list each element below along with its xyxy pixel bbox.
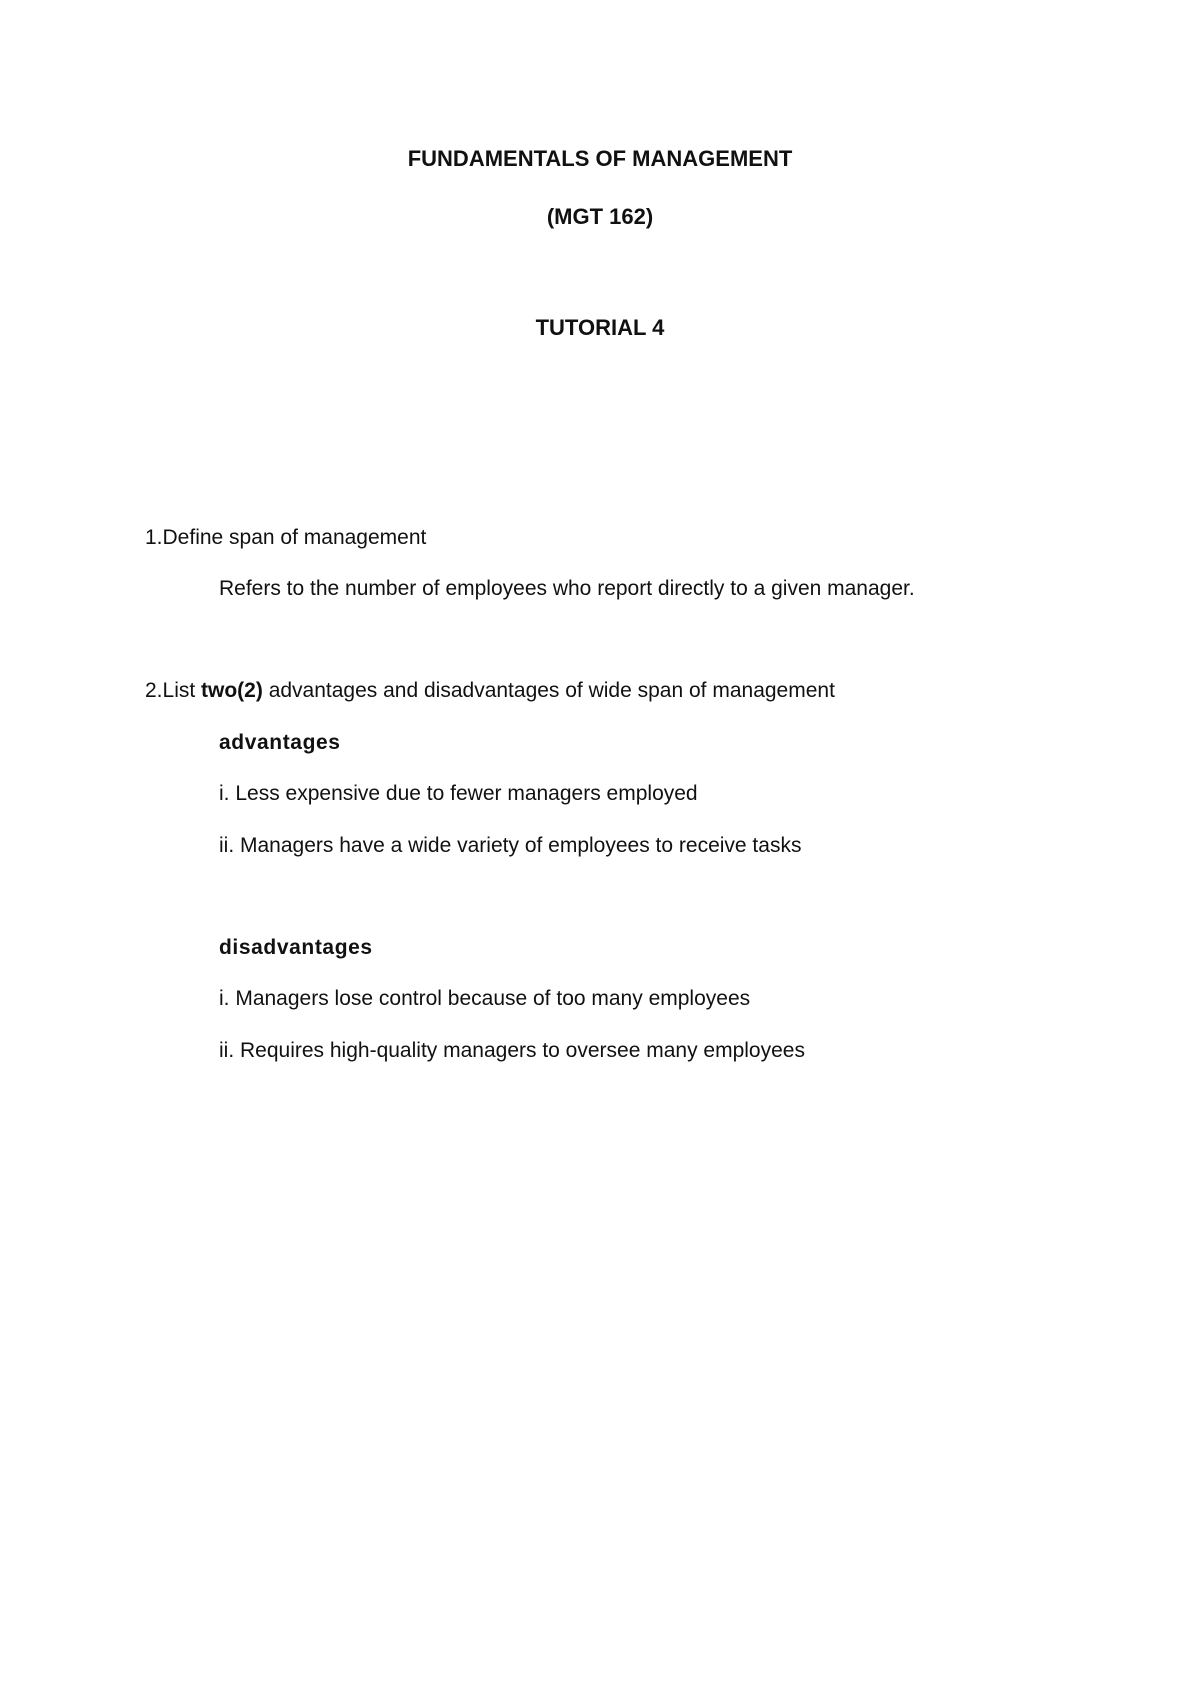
document-title: FUNDAMENTALS OF MANAGEMENT [407, 146, 793, 171]
disadvantage-item: i. Managers lose control because of too many employees [219, 987, 751, 1010]
advantages-heading: advantages [219, 731, 341, 754]
tutorial-heading: TUTORIAL 4 [535, 315, 665, 340]
question-2-emphasis: two(2) [201, 679, 263, 702]
question-2-prefix: 2.List [145, 679, 202, 702]
answer-1: Refers to the number of employees who report directly to a given manager. [219, 577, 915, 600]
question-2 [145, 678, 835, 704]
course-code: (MGT 162) [546, 204, 654, 229]
advantage-item: i. Less expensive due to fewer managers employed [219, 782, 698, 805]
question-2-suffix: advantages and disadvantages of wide span of management [262, 679, 835, 702]
advantage-item: ii. Managers have a wide variety of employees to receive tasks [219, 834, 802, 857]
question-1: 1.Define span of management [145, 526, 427, 549]
disadvantage-item: ii. Requires high-quality managers to oversee many employees [219, 1039, 805, 1062]
disadvantages-heading: disadvantages [219, 936, 373, 959]
